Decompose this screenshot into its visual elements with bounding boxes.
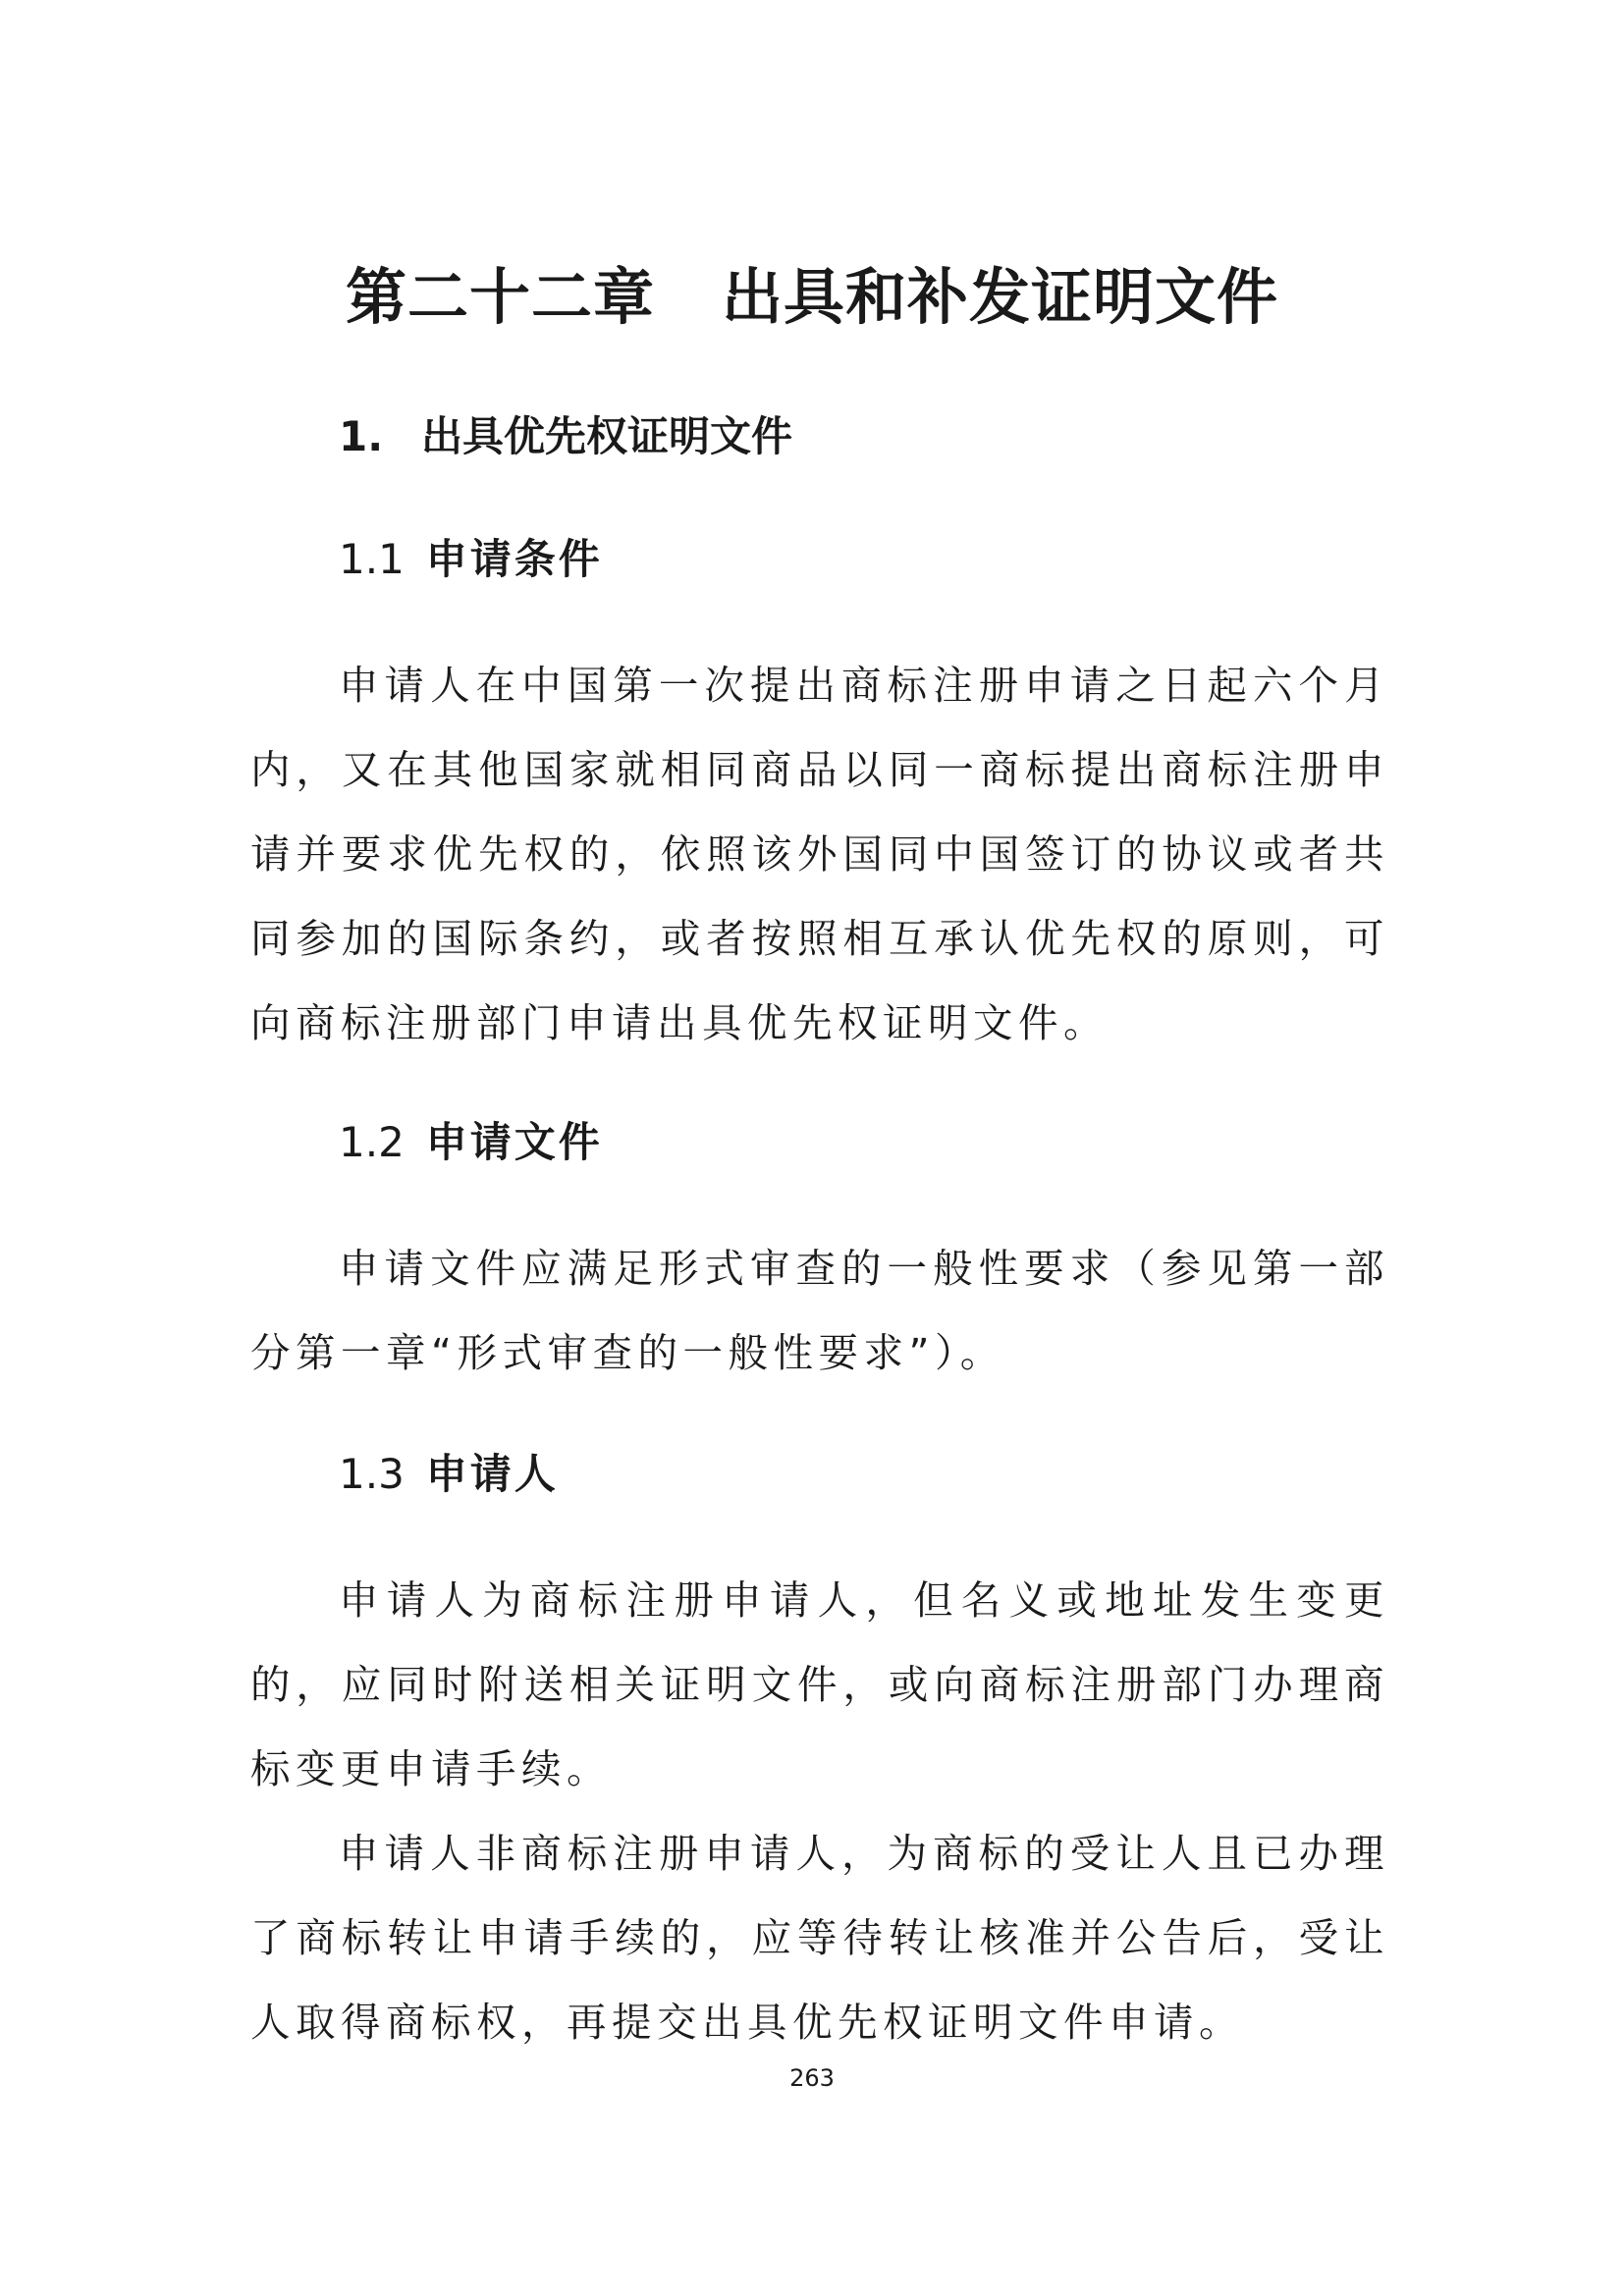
chapter-title [0,253,1624,342]
section-title: 出具优先权证明文件 [421,412,793,460]
subsection-number: 1.2 [339,1118,405,1166]
paragraph-applicant-2: 申请人非商标注册申请人，为商标的受让人且已办理了商标转让申请手续的，应等待转让核准并公告后，受让人取得商标权，再提交出具优先权证明文件申请。 [250,1830,1389,2046]
subsection-title: 申请人 [425,1450,559,1498]
subsection-number: 1.3 [339,1450,405,1498]
subsection-title: 申请条件 [425,535,603,583]
subsection-title: 申请文件 [425,1118,603,1166]
paragraph-application-documents: 申请文件应满足形式审查的一般性要求（参见第一部分第一章“形式审查的一般性要求”）。 [250,1245,1389,1376]
paragraph-applicant-1: 申请人为商标注册申请人，但名义或地址发生变更的，应同时附送相关证明文件，或向商标注册部门办理商标变更申请手续。 [250,1576,1389,1792]
subsection-heading-1-3 [339,1445,559,1504]
section-heading-1 [339,407,792,466]
chapter-title-text: 出具和补发证明文件 [722,261,1279,333]
subsection-heading-1-2 [339,1113,603,1172]
subsection-number: 1.1 [339,535,405,583]
page-number: 263 [789,2064,835,2092]
subsection-heading-1-1 [339,530,603,589]
section-number: 1. [339,412,384,460]
chapter-number-label: 第二十二章 [345,261,655,333]
paragraph-application-conditions: 申请人在中国第一次提出商标注册申请之日起六个月内，又在其他国家就相同商品以同一商标提出商标注册申请并要求优先权的，依照该外国同中国签订的协议或者共同参加的国际条约，或者按照相互承认优先权的原则，可向商标注册部门申请出具优先权证明文件。 [250,662,1389,1046]
